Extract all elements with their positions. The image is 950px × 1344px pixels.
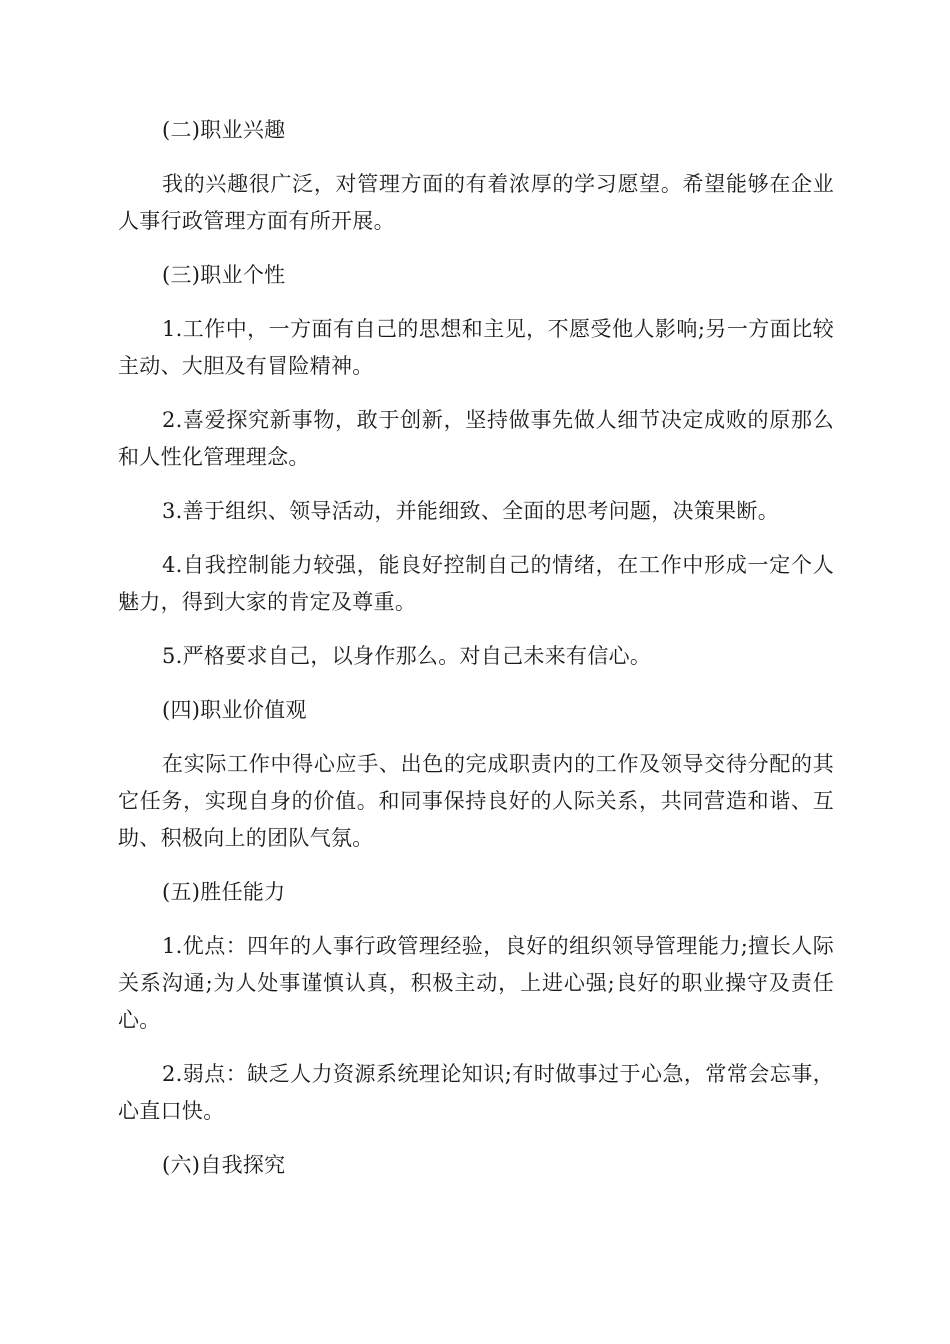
section-heading-ability: (五)胜任能力 <box>162 880 286 904</box>
paragraph-personality-1: 1.工作中，一方面有自己的思想和主见，不愿受他人影响;另一方面比较主动、大胆及有冒险精神。 <box>118 317 834 378</box>
paragraph-personality-3: 3.善于组织、领导活动，并能细致、全面的思考问题，决策果断。 <box>162 499 780 523</box>
paragraph-personality-4: 4.自我控制能力较强，能良好控制自己的情绪，在工作中形成一定个人魅力，得到大家的肯定及尊重。 <box>118 553 834 614</box>
section-heading-self-exploration: (六)自我探究 <box>162 1153 286 1177</box>
paragraph-personality-2: 2.喜爱探究新事物，敢于创新，坚持做事先做人细节决定成败的原那么和人性化管理理念。 <box>118 408 834 469</box>
paragraph-values: 在实际工作中得心应手、出色的完成职责内的工作及领导交待分配的其它任务，实现自身的价值。和同事保持良好的人际关系，共同营造和谐、互助、积极向上的团队气氛。 <box>118 752 834 850</box>
document-body <box>118 112 834 1184</box>
section-heading-values: (四)职业价值观 <box>162 698 307 722</box>
paragraph-ability-2: 2.弱点：缺乏人力资源系统理论知识;有时做事过于心急，常常会忘事，心直口快。 <box>118 1062 834 1123</box>
section-heading-interest: (二)职业兴趣 <box>162 118 286 142</box>
paragraph-interest: 我的兴趣很广泛，对管理方面的有着浓厚的学习愿望。希望能够在企业人事行政管理方面有所开展。 <box>118 172 834 233</box>
paragraph-personality-5: 5.严格要求自己，以身作那么。对自己未来有信心。 <box>162 644 652 668</box>
paragraph-ability-1: 1.优点：四年的人事行政管理经验，良好的组织领导管理能力;擅长人际关系沟通;为人处事谨慎认真，积极主动，上进心强;良好的职业操守及责任心。 <box>118 934 834 1032</box>
section-heading-personality: (三)职业个性 <box>162 263 286 287</box>
